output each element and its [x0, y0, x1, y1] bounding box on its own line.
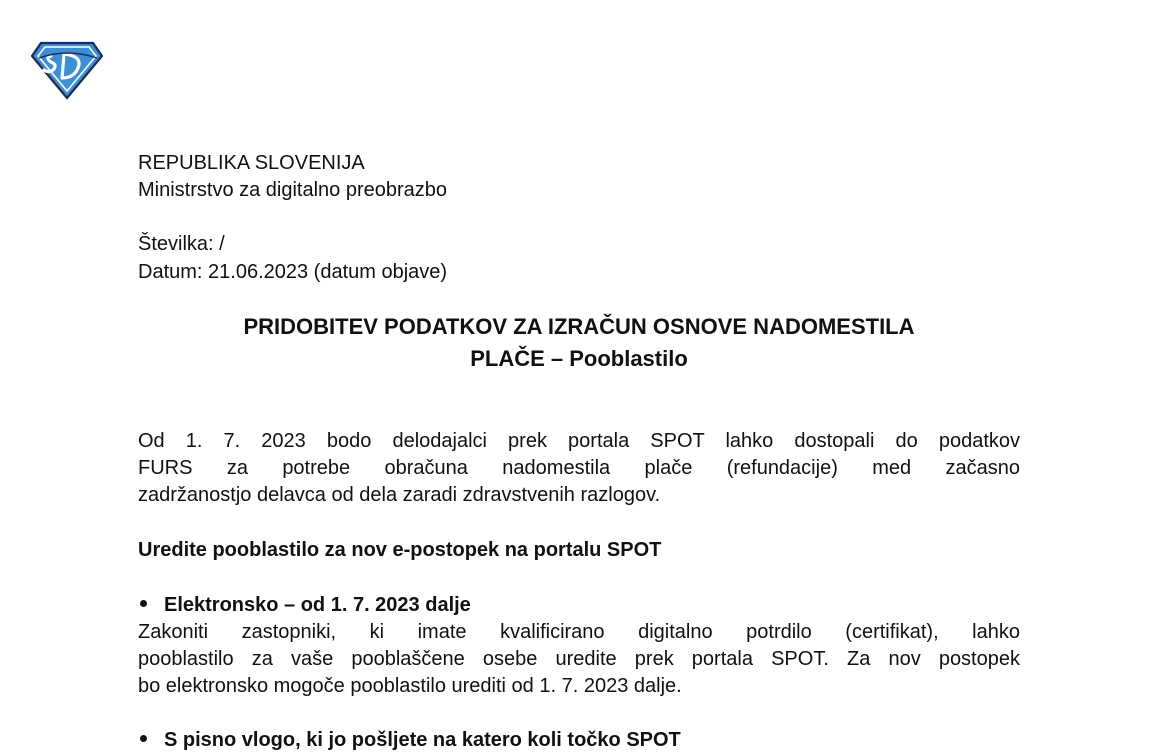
document-number: Številka: / — [138, 233, 225, 255]
spot-diamond-logo-icon — [31, 40, 103, 100]
institution-name: REPUBLIKA SLOVENIJA — [138, 152, 365, 174]
bullet-label: S pisno vlogo, ki jo pošljete na katero koli točko SPOT — [164, 729, 681, 751]
bullet-label: Elektronsko – od 1. 7. 2023 dalje — [164, 594, 471, 616]
ministry-name: Ministrstvo za digitalno preobrazbo — [138, 179, 448, 201]
paragraph-line: pooblastilo za vaše pooblaščene osebe uredite prek portala SPOT. Za nov postopek — [138, 648, 1020, 670]
paragraph-line: bo elektronsko mogoče pooblastilo urediti od 1. 7. 2023 dalje. — [138, 675, 682, 697]
bullet-icon — [140, 735, 147, 742]
intro-line: zadržanostjo delavca od dela zaradi zdravstvenih razlogov. — [138, 484, 661, 506]
document-title — [138, 311, 1020, 375]
intro-paragraph — [138, 428, 1020, 509]
electronic-paragraph — [138, 619, 1020, 700]
bullet-icon — [140, 600, 147, 607]
intro-line: FURS za potrebe obračuna nadomestila plače (refundacije) med začasno — [138, 457, 1020, 479]
title-line-1: PRIDOBITEV PODATKOV ZA IZRAČUN OSNOVE NADOMESTILA — [243, 314, 915, 339]
section-heading: Uredite pooblastilo za nov e-postopek na portalu SPOT — [138, 539, 662, 561]
intro-line: Od 1. 7. 2023 bodo delodajalci prek portala SPOT lahko dostopali do podatkov — [138, 430, 1020, 452]
document-header — [138, 150, 447, 204]
bullet-item-electronic — [138, 592, 471, 619]
document-date: Datum: 21.06.2023 (datum objave) — [138, 261, 448, 283]
title-line-2: PLAČE – Pooblastilo — [470, 346, 688, 371]
bullet-item-written — [138, 727, 681, 754]
document-meta — [138, 230, 447, 286]
paragraph-line: Zakoniti zastopniki, ki imate kvalificirano digitalno potrdilo (certifikat), lahko — [138, 621, 1020, 643]
